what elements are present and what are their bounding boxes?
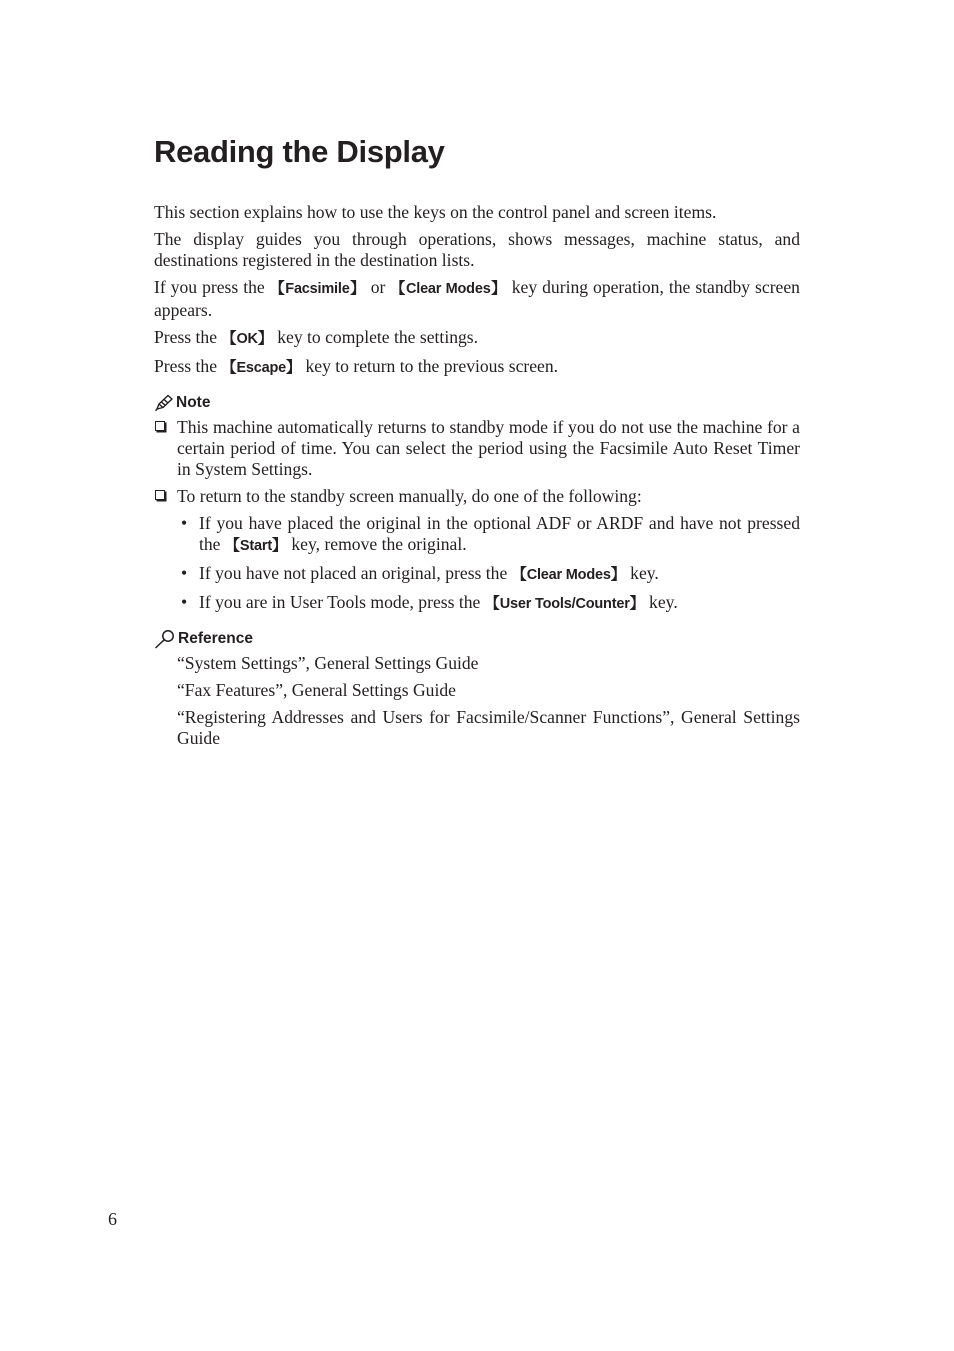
list-item-text: key, remove the original. xyxy=(286,534,467,554)
list-item-text: If you are in User Tools mode, press the xyxy=(199,592,485,612)
note-sub-list xyxy=(177,513,800,615)
intro-text: If you press the xyxy=(154,277,270,297)
list-item xyxy=(177,513,800,557)
page-body xyxy=(154,202,800,755)
checkbox-icon xyxy=(155,421,165,431)
key-bracket-close: 】 xyxy=(629,594,645,612)
reference-item: “Registering Addresses and Users for Facsimile/Scanner Functions”, General Settings Guide xyxy=(177,707,800,748)
page-title: Reading the Display xyxy=(154,134,445,169)
key-bracket-open: 【 xyxy=(269,279,286,297)
bullet-icon: • xyxy=(181,563,188,583)
note-heading xyxy=(154,393,800,413)
list-item xyxy=(177,592,800,615)
intro-text: key during operation, the standby screen appears. xyxy=(154,277,800,320)
reference-item: “Fax Features”, General Settings Guide xyxy=(177,680,456,700)
pencil-icon xyxy=(154,394,174,412)
key-bracket-close: 】 xyxy=(271,536,287,554)
intro-paragraph-5 xyxy=(154,356,800,379)
bullet-icon: • xyxy=(181,513,188,533)
key-bracket-open: 【 xyxy=(221,358,237,376)
key-bracket-open: 【 xyxy=(224,536,240,554)
intro-text: Press the xyxy=(154,356,222,376)
reference-heading xyxy=(154,629,800,649)
key-bracket-close: 】 xyxy=(286,358,302,376)
key-bracket-close: 】 xyxy=(610,565,626,583)
intro-paragraph-2 xyxy=(154,229,800,271)
key-bracket-open: 【 xyxy=(221,329,237,347)
magnifier-icon xyxy=(154,629,176,649)
note-item-text: This machine automatically returns to standby mode if you do not use the machine for a certain period of time. You can select the period using the Facsimile Auto Reset Timer in System Settings. xyxy=(177,417,800,479)
note-item-text: To return to the standby screen manually, do one of the following: xyxy=(177,486,642,506)
facsimile-key-label: Facsimile xyxy=(285,281,350,297)
user-tools-counter-key-label: User Tools/Counter xyxy=(499,596,630,612)
list-item-text: key. xyxy=(644,592,678,612)
bullet-icon: • xyxy=(181,592,188,612)
clear-modes-key-label: Clear Modes xyxy=(405,281,491,297)
key-bracket-close: 】 xyxy=(490,279,507,297)
reference-item: “System Settings”, General Settings Guide xyxy=(177,653,479,673)
key-bracket-open: 【 xyxy=(511,565,527,583)
intro-paragraph-3 xyxy=(154,277,800,321)
intro-text: or xyxy=(365,277,391,297)
page-number: 6 xyxy=(108,1209,117,1229)
intro-text: This section explains how to use the keys on the control panel and screen items. xyxy=(154,202,717,222)
list-item-text: If you have not placed an original, press the xyxy=(199,563,512,583)
key-bracket-open: 【 xyxy=(390,279,406,297)
intro-text: The display guides you through operations, shows messages, machine status, and destinations registered in the destination lists. xyxy=(154,229,800,270)
clear-modes-key-label: Clear Modes xyxy=(526,567,611,583)
reference-heading-label: Reference xyxy=(178,630,253,647)
escape-key-label: Escape xyxy=(236,360,287,376)
reference-list xyxy=(154,653,800,749)
start-key-label: Start xyxy=(239,538,272,554)
key-bracket-close: 】 xyxy=(349,279,366,297)
intro-text: key to complete the settings. xyxy=(272,327,479,347)
list-item xyxy=(177,563,800,586)
intro-text: Press the xyxy=(154,327,222,347)
ok-key-label: OK xyxy=(236,331,258,347)
note-item xyxy=(154,486,800,615)
intro-paragraph-1 xyxy=(154,202,800,223)
intro-text: key to return to the previous screen. xyxy=(301,356,559,376)
key-bracket-close: 】 xyxy=(257,329,273,347)
list-item-text: If you have placed the original in the optional ADF or ARDF and have not pressed the xyxy=(199,513,800,554)
list-item-text: key. xyxy=(625,563,659,583)
note-heading-label: Note xyxy=(176,394,211,411)
checkbox-icon xyxy=(155,490,165,500)
intro-paragraph-4 xyxy=(154,327,800,350)
key-bracket-open: 【 xyxy=(484,594,500,612)
note-item xyxy=(154,417,800,480)
